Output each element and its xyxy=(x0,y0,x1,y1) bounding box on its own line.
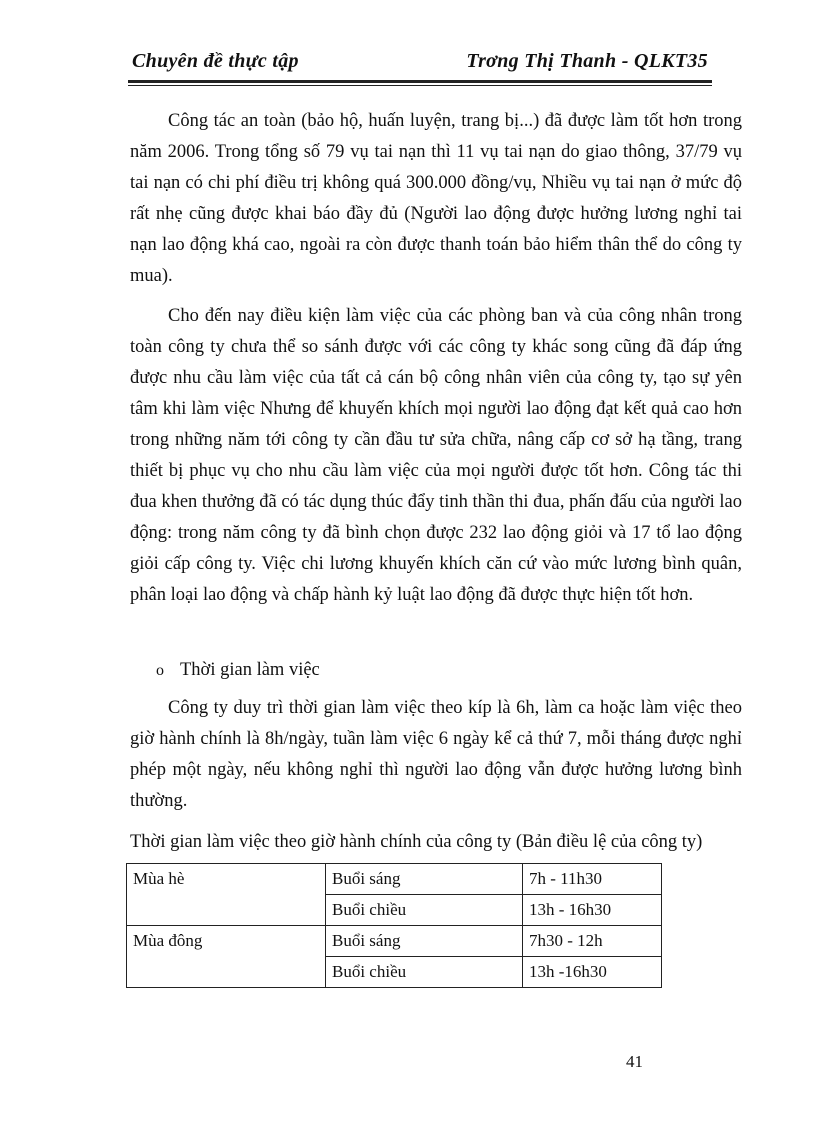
paragraph-working-conditions xyxy=(130,301,742,611)
time-cell: 7h30 - 12h xyxy=(523,926,662,957)
table-caption: Thời gian làm việc theo giờ hành chính của công ty (Bản điều lệ của công ty) xyxy=(130,832,703,852)
bullet-heading: Thời gian làm việc xyxy=(180,660,320,680)
session-cell: Buổi sáng xyxy=(326,926,523,957)
season-cell: Mùa hè xyxy=(127,864,326,926)
paragraph-safety xyxy=(130,106,742,292)
paragraph-text: Công ty duy trì thời gian làm việc theo kíp là 6h, làm ca hoặc làm việc theo giờ hành chính là 8h/ngày, tuần làm việc 6 ngày kể cả thứ 7, mỗi tháng được nghỉ phép một ngày, nếu không nghỉ thì người lao động vẫn được hưởng lương bình thường. xyxy=(130,698,742,811)
header-rule-thin xyxy=(128,85,712,86)
session-cell: Buổi sáng xyxy=(326,864,523,895)
time-cell: 7h - 11h30 xyxy=(523,864,662,895)
header-document-title: Chuyên đề thực tập xyxy=(132,50,299,72)
page-header xyxy=(128,50,712,78)
page-number: 41 xyxy=(626,1052,643,1071)
schedule-table xyxy=(126,863,662,988)
paragraph-text: Cho đến nay điều kiện làm việc của các phòng ban và của công nhân trong toàn công ty chưa thể so sánh được với các công ty khác song cũng đã đáp ứng được nhu cầu làm việc của tất cả cán bộ công nhân viên của công ty, tạo sự yên tâm khi làm việc Nhưng để khuyến khích mọi người lao động đạt kết quả cao hơn trong những năm tới công ty cần đầu tư sửa chữa, nâng cấp cơ sở hạ tầng, trang thiết bị phục vụ cho nhu cầu làm việc của mọi người được tốt hơn. Công tác thi đua khen thưởng đã có tác dụng thúc đẩy tinh thần thi đua, phấn đấu của người lao động: trong năm công ty đã bình chọn được 232 lao động giỏi và 17 tổ lao động giỏi cấp công ty. Việc chi lương khuyến khích căn cứ vào mức lương bình quân, phân loại lao động và chấp hành kỷ luật lao động đã được thực hiện tốt hơn. xyxy=(130,306,742,605)
bullet-working-time xyxy=(156,655,320,686)
time-cell: 13h - 16h30 xyxy=(523,895,662,926)
paragraph-text: Công tác an toàn (bảo hộ, huấn luyện, trang bị...) đã được làm tốt hơn trong năm 2006. Trong tổng số 79 vụ tai nạn thì 11 vụ tai nạn do giao thông, 37/79 vụ tai nạn có chi phí điều trị không quá 300.000 đồng/vụ, Nhiều vụ tai nạn ở mức độ rất nhẹ cũng được khai báo đầy đủ (Người lao động được hưởng lương nghỉ tai nạn lao động khá cao, ngoài ra còn được thanh toán bảo hiểm thân thể do công ty mua). xyxy=(130,111,742,286)
paragraph-working-hours xyxy=(130,693,742,817)
table-row xyxy=(127,864,662,895)
season-cell: Mùa đông xyxy=(127,926,326,988)
session-cell: Buổi chiều xyxy=(326,895,523,926)
header-rule-thick xyxy=(128,80,712,83)
bullet-circle-icon: o xyxy=(156,662,164,679)
session-cell: Buổi chiều xyxy=(326,957,523,988)
header-author: Trơng Thị Thanh - QLKT35 xyxy=(466,50,708,72)
time-cell: 13h -16h30 xyxy=(523,957,662,988)
table-row xyxy=(127,926,662,957)
